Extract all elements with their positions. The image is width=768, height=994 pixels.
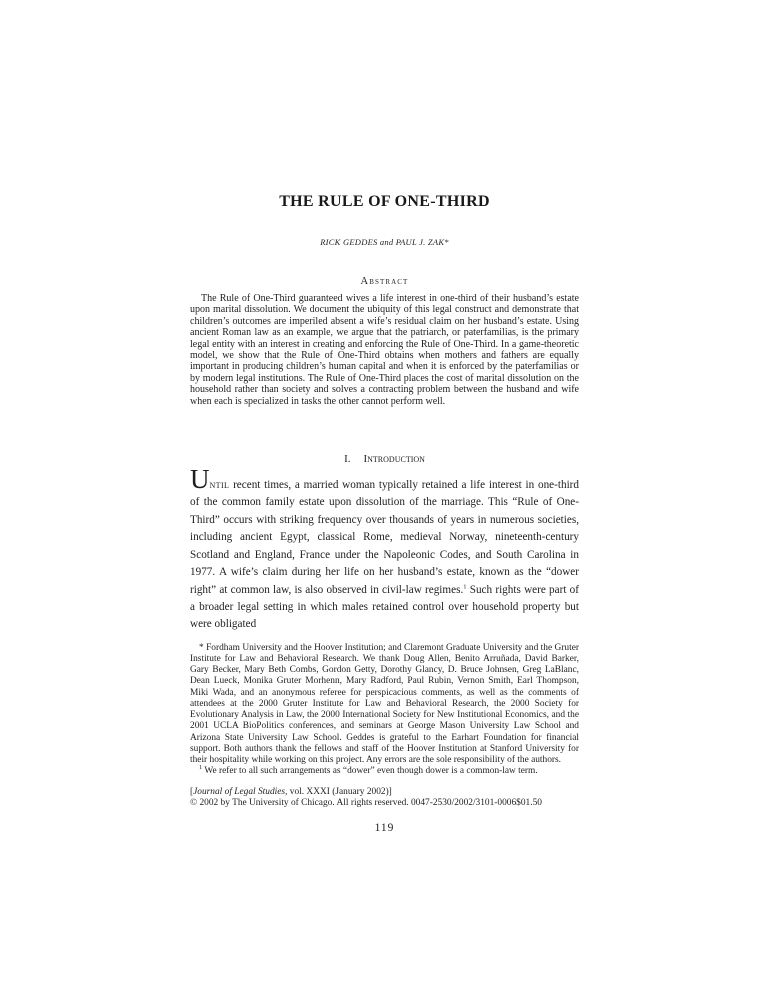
journal-citation-bracket: [	[190, 786, 194, 797]
footnotes-block	[190, 643, 579, 778]
page-number: 119	[374, 822, 395, 835]
section-number: I.	[344, 453, 351, 466]
abstract-text: The Rule of One-Third guaranteed wives a life interest in one-third of their husband’s estate upon marital dissolution. We document the ubiquity of this legal construct and demonstrate that children’s outcomes are imperiled absent a wife’s residual claim on her husband’s estate. Using ancient Roman law as an example, we argue that the patriarch, or paterfamilias, is the primary legal entity with an interest in creating and enforcing the Rule of One-Third. In a game-theoretic model, we show that the Rule of One-Third obtains when mothers and fathers are equally important in producing children’s human capital and when it is enforced by the paterfamilias or by modern legal institutions. The Rule of One-Third places the cost of marital dissolution on the household rather than society and solves a contracting problem between the husband and wife when each is specialized in tasks the other cannot perform well.	[190, 293, 579, 407]
intro-text: recent times, a married woman typically retained a life interest in one-third of the common family estate upon dissolution of the marriage. This “Rule of One-Third” occurs with striking frequency over thousands of years in numerous societies, including ancient Egypt, classical Rome, medieval Norway, nineteenth-century Scotland and England, France under the Napoleonic Codes, and South Carolina in 1977. A wife’s claim during her life on her husband’s estate, known as the “dower right” at common law, is also observed in civil-law regimes.	[190, 479, 579, 596]
journal-issue-info: vol. XXXI (January 2002)]	[287, 786, 392, 797]
intro-text-continued: Such rights were part of a broader legal setting in which males retained control over household property but were obligated	[190, 583, 580, 631]
footnote-star-text: Fordham University and the Hoover Institution; and Claremont Graduate University and the Gruter Institute for Law and Behavioral Research. We thank Doug Allen, Benito Arruñada, David Barker, Gary Becker, Mary Beth Combs, Gordon Getty, Dorothy Glancy, D. Bruce Johnsen, Greg LaBlanc, Dean Lueck, Monika Gruter Morhenn, Mary Radford, Paul Rubin, Vernon Smith, Earl Thompson, Miki Wada, and an anonymous referee for perspicacious comments, as well as the comments of attendees at the 2000 Gruter Institute for Law and Behavioral Research, the 2000 Society for Evolutionary Analysis in Law, the 2000 International Society for New Institutional Economics, and the 2001 UCLA BioPolitics conferences, and seminars at George Mason University Law School and Arizona State University Law School. Geddes is grateful to the Earhart Foundation for financial support. Both authors thank the fellows and staff of the Hoover Institution at Stanford University for their hospitality while working on this project. Any errors are the sole responsibility of the authors.	[190, 642, 579, 766]
intro-smallcaps: ntil	[209, 479, 230, 492]
footnote-1	[190, 766, 579, 777]
footnote-star	[190, 643, 579, 767]
paper-title: THE RULE OF ONE-THIRD	[279, 193, 490, 210]
footnote-ref-1: 1	[463, 582, 467, 590]
section-title: Introduction	[363, 453, 425, 466]
footnote-1-text: We refer to all such arrangements as “dower” even though dower is a common-law term.	[202, 766, 538, 777]
text-column	[190, 0, 579, 834]
journal-citation-line	[190, 787, 579, 798]
journal-imprint	[190, 787, 579, 810]
abstract-heading: Abstract	[360, 276, 409, 287]
copyright-line: © 2002 by The University of Chicago. All rights reserved. 0047-2530/2002/3101-0006$01.50	[190, 798, 542, 809]
journal-name: Journal of Legal Studies,	[193, 786, 288, 797]
footnote-1-marker: 1	[199, 764, 203, 772]
section-heading	[190, 453, 579, 465]
footnote-star-marker: *	[199, 642, 204, 653]
intro-paragraph	[190, 464, 580, 634]
intro-initial-cap: U	[190, 464, 210, 495]
authors-byline: RICK GEDDES and PAUL J. ZAK*	[320, 237, 449, 247]
